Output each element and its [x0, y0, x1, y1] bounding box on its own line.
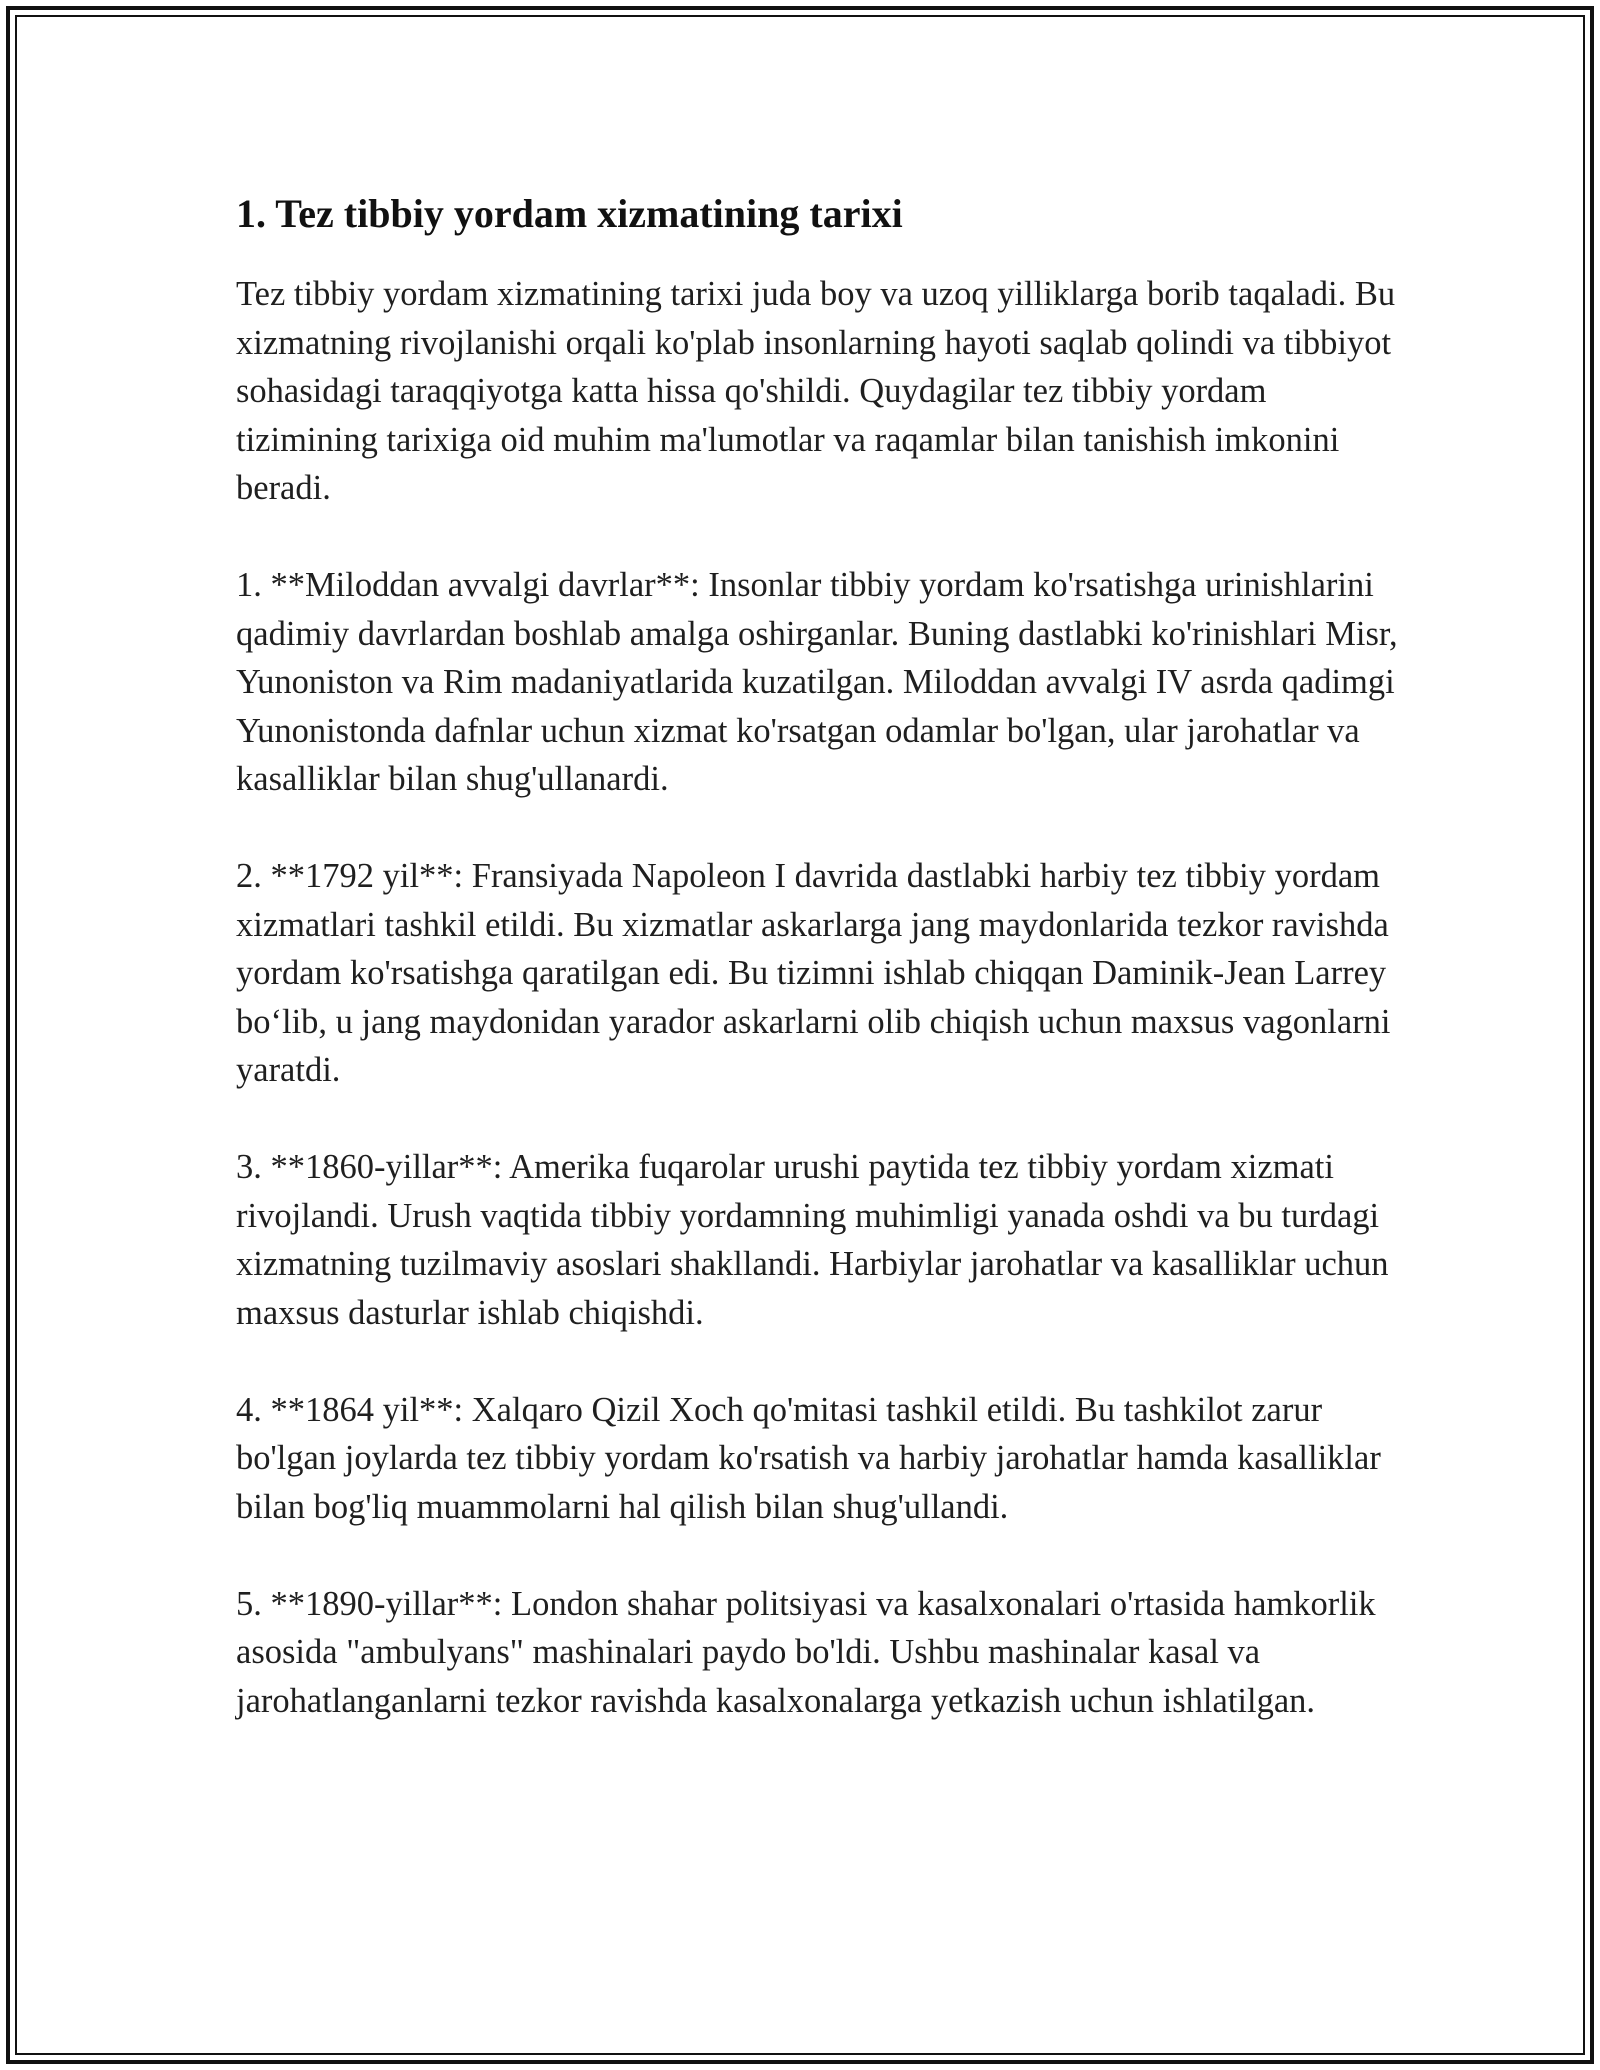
history-item-1890s: 5. **1890-yillar**: London shahar politsiyasi va kasalxonalari o'rtasida hamkorlik asosida "ambulyans" mashinalari paydo bo'ldi. Ushbu mashinalar kasal va jarohatlanganlarni tezkor ravishda kasalxonalarga yetkazish uchun ishlatilgan. — [236, 1584, 1376, 1720]
history-item-1860s: 3. **1860-yillar**: Amerika fuqarolar urushi paytida tez tibbiy yordam xizmati rivojlandi. Urush vaqtida tibbiy yordamning muhimligi yanada oshdi va bu turdagi xizmatning tuzilmaviy asoslari shakllandi. Harbiylar jarohatlar va kasalliklar uchun maxsus dasturlar ishlab chiqishdi. — [236, 1148, 1389, 1332]
document-title: 1. Tez tibbiy yordam xizmatining tarixi — [236, 191, 903, 236]
intro-paragraph: Tez tibbiy yordam xizmatining tarixi juda boy va uzoq yilliklarga borib taqaladi. Bu xizmatning rivojlanishi orqali ko'plab insonlarning hayoti saqlab qolindi va tibbiyot sohasidagi taraqqiyotga katta hissa qo'shildi. Quydagilar tez tibbiy yordam tizimining tarixiga oid muhim ma'lumotlar va raqamlar bilan tanishish imkonini beradi. — [236, 275, 1396, 507]
history-item-ancient: 1. **Miloddan avvalgi davrlar**: Insonlar tibbiy yordam ko'rsatishga urinishlarini qadimiy davrlardan boshlab amalga oshirganlar. Buning dastlabki ko'rinishlari Misr, Yunoniston va Rim madaniyatlarida kuzatilgan. Miloddan avvalgi IV asrda qadimgi Yunonistonda dafnlar uchun xizmat ko'rsatgan odamlar bo'lgan, ular jarohatlar va kasalliklar bilan shug'ullanardi. — [236, 566, 1398, 798]
history-item-1792: 2. **1792 yil**: Fransiyada Napoleon I davrida dastlabki harbiy tez tibbiy yordam xizmatlari tashkil etildi. Bu xizmatlar askarlarga jang maydonlarida tezkor ravishda yordam ko'rsatishga qaratilgan edi. Bu tizimni ishlab chiqqan Daminik-Jean Larrey bo‘lib, u jang maydonidan yarador askarlarni olib chiqish uchun maxsus vagonlarni yaratdi. — [236, 857, 1391, 1089]
document-body — [236, 186, 1416, 1774]
history-item-1864: 4. **1864 yil**: Xalqaro Qizil Xoch qo'mitasi tashkil etildi. Bu tashkilot zarur bo'lgan joylarda tez tibbiy yordam ko'rsatish va harbiy jarohatlar hamda kasalliklar bilan bog'liq muammolarni hal qilish bilan shug'ullandi. — [236, 1390, 1381, 1526]
